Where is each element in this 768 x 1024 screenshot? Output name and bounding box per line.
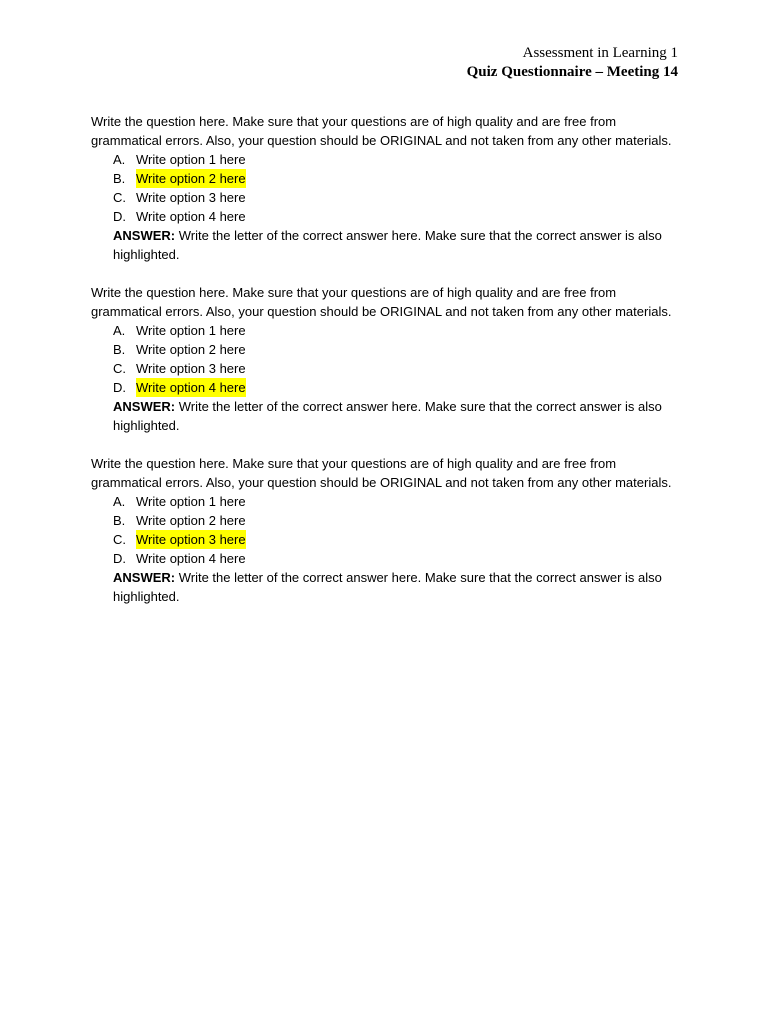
- course-name: Assessment in Learning 1: [522, 45, 678, 61]
- question-block: [91, 454, 683, 606]
- answer-label: ANSWER:: [113, 570, 176, 585]
- option-item: [91, 207, 683, 226]
- option-text: Write option 4 here: [136, 551, 246, 566]
- answer-label: ANSWER:: [113, 399, 176, 414]
- option-item: [91, 340, 683, 359]
- option-letter: B.: [113, 342, 126, 357]
- answer-line: [91, 397, 683, 435]
- option-text: Write option 3 here: [136, 361, 246, 376]
- option-letter: B.: [113, 171, 126, 186]
- option-text-highlighted: Write option 3 here: [136, 532, 246, 547]
- quiz-title: Quiz Questionnaire – Meeting 14: [466, 64, 678, 80]
- option-letter: D.: [113, 209, 126, 224]
- options-list: [91, 150, 683, 226]
- option-text: Write option 2 here: [136, 513, 246, 528]
- option-text-highlighted: Write option 2 here: [136, 171, 246, 186]
- option-letter: C.: [113, 361, 126, 376]
- option-text: Write option 2 here: [136, 342, 246, 357]
- option-letter: A.: [113, 494, 126, 509]
- option-letter: D.: [113, 551, 126, 566]
- option-text: Write option 1 here: [136, 152, 246, 167]
- document-header: [467, 44, 678, 82]
- option-letter: A.: [113, 323, 126, 338]
- question-block: [91, 283, 683, 435]
- question-text: Write the question here. Make sure that your questions are of high quality and are free from grammatical errors. Also, your question should be ORIGINAL and not taken from any other materials.: [91, 285, 672, 319]
- answer-line: [91, 226, 683, 264]
- answer-instruction: Write the letter of the correct answer here. Make sure that the correct answer is also highlighted.: [113, 228, 662, 262]
- questions-container: [91, 112, 683, 625]
- option-item: [91, 530, 683, 549]
- answer-label: ANSWER:: [113, 228, 176, 243]
- question-text: Write the question here. Make sure that your questions are of high quality and are free from grammatical errors. Also, your question should be ORIGINAL and not taken from any other materials.: [91, 114, 672, 148]
- option-letter: D.: [113, 380, 126, 395]
- option-text: Write option 1 here: [136, 494, 246, 509]
- option-item: [91, 378, 683, 397]
- option-text: Write option 4 here: [136, 209, 246, 224]
- option-item: [91, 150, 683, 169]
- option-item: [91, 188, 683, 207]
- option-item: [91, 359, 683, 378]
- answer-instruction: Write the letter of the correct answer here. Make sure that the correct answer is also highlighted.: [113, 399, 662, 433]
- options-list: [91, 321, 683, 397]
- question-block: [91, 112, 683, 264]
- option-letter: A.: [113, 152, 126, 167]
- answer-line: [91, 568, 683, 606]
- option-letter: C.: [113, 532, 126, 547]
- options-list: [91, 492, 683, 568]
- question-text: Write the question here. Make sure that your questions are of high quality and are free from grammatical errors. Also, your question should be ORIGINAL and not taken from any other materials.: [91, 456, 672, 490]
- option-letter: B.: [113, 513, 126, 528]
- answer-instruction: Write the letter of the correct answer here. Make sure that the correct answer is also highlighted.: [113, 570, 662, 604]
- option-item: [91, 492, 683, 511]
- option-item: [91, 169, 683, 188]
- option-item: [91, 549, 683, 568]
- option-text: Write option 3 here: [136, 190, 246, 205]
- option-text: Write option 1 here: [136, 323, 246, 338]
- option-letter: C.: [113, 190, 126, 205]
- option-text-highlighted: Write option 4 here: [136, 380, 246, 395]
- option-item: [91, 511, 683, 530]
- option-item: [91, 321, 683, 340]
